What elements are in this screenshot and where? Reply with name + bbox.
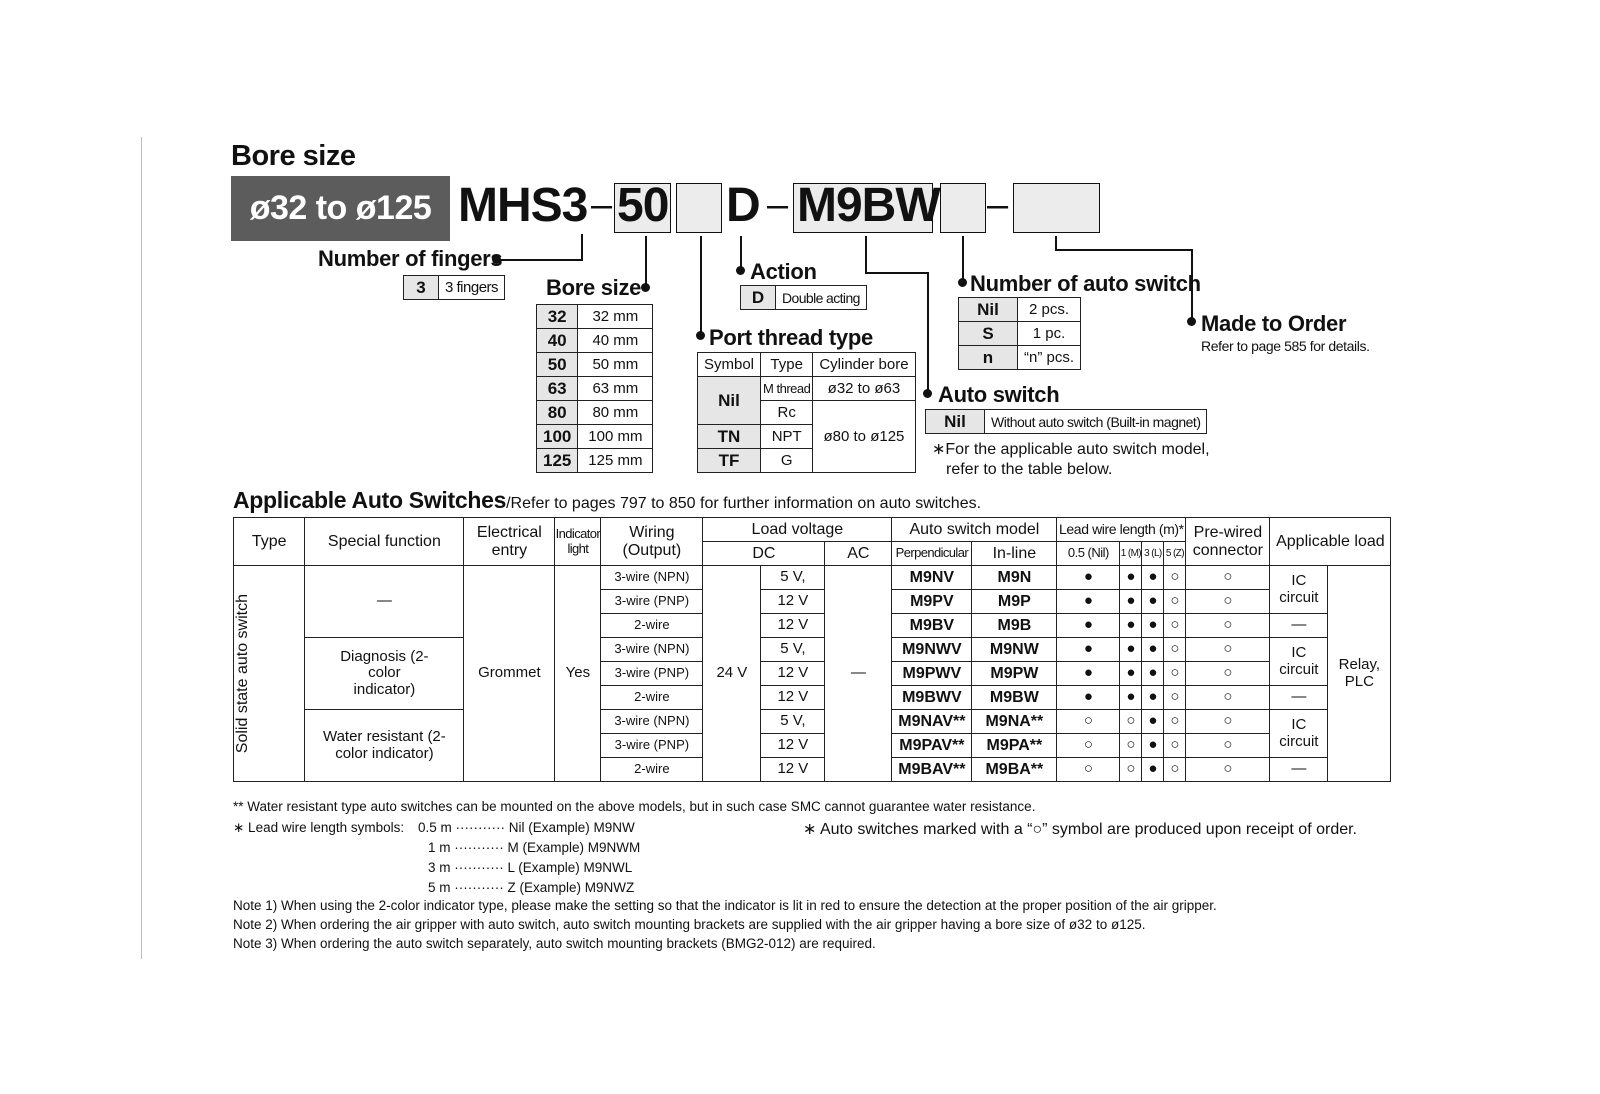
h-inline: In-line bbox=[972, 542, 1057, 566]
table-row: 63 63 mm bbox=[537, 377, 653, 401]
action-title: Action bbox=[750, 259, 817, 284]
note-lead-1: 1 m ··········· M (Example) M9NWM bbox=[428, 840, 641, 855]
page-margin-line bbox=[141, 137, 142, 959]
port-title: Port thread type bbox=[709, 325, 873, 350]
action-code-cell: D bbox=[741, 286, 776, 310]
note-water: ** Water resistant type auto switches can be mounted on the above models, but in such case SMC cannot guarantee water resistance. bbox=[233, 799, 1036, 814]
table-row: 125 125 mm bbox=[537, 449, 653, 473]
h-type: Type bbox=[234, 518, 305, 566]
auto-switch-note-1: ∗For the applicable auto switch model, bbox=[932, 441, 1210, 458]
action-code: D bbox=[726, 179, 760, 232]
table-row: 3-wire (PNP) 12 V M9PV M9P ● ● ● ○ ○ bbox=[234, 590, 1391, 614]
table-row: 3-wire (PNP) 12 V M9PWV M9PW ● ● ● ○ ○ bbox=[234, 662, 1391, 686]
table-row: 32 32 mm bbox=[537, 305, 653, 329]
fingers-title: Number of fingers bbox=[318, 246, 503, 271]
table-row: Solid state auto switch — Grommet Yes 3-wire (NPN) 24 V 5 V, — M9NV M9N ● ● ● ○ ○ IC circuit Relay, PLC bbox=[234, 566, 1391, 590]
note-lead-prefix: ∗ Lead wire length symbols: bbox=[233, 820, 405, 835]
note-2: Note 2) When ordering the air gripper with auto switch, auto switch mounting brackets are supplied with the air gripper having a bore size of ø32 to ø125. bbox=[233, 917, 1146, 932]
bore-range-badge: ø32 to ø125 bbox=[231, 176, 450, 241]
action-table bbox=[740, 285, 867, 310]
note-marked: ∗ Auto switches marked with a “○” symbol are produced upon receipt of order. bbox=[803, 821, 1357, 838]
indicator-cell: Yes bbox=[555, 566, 601, 782]
table-row: n “n” pcs. bbox=[959, 346, 1081, 370]
fingers-code: 3 bbox=[404, 276, 439, 300]
ac-voltage: — bbox=[825, 566, 892, 782]
applicable-subtitle: /Refer to pages 797 to 850 for further information on auto switches. bbox=[506, 495, 982, 512]
port-table: Symbol Type Cylinder bore Nil M thread ø32 to ø63 Rc ø80 to ø125 TN NPT TF G bbox=[697, 352, 916, 473]
table-row: Water resistant (2-color indicator) 3-wire (NPN) 5 V, M9NAV** M9NA** ○ ○ ● ○ ○ IC circuit bbox=[234, 710, 1391, 734]
h-prewired: Pre-wired connector bbox=[1186, 518, 1270, 566]
auto-switch-table: Nil Without auto switch (Built-in magnet) bbox=[925, 409, 1207, 434]
special-none: — bbox=[305, 566, 464, 638]
table-row: 50 50 mm bbox=[537, 353, 653, 377]
blank-box-fingers bbox=[676, 183, 722, 233]
table-row: 2-wire 12 V M9BAV** M9BA** ○ ○ ● ○ ○ — bbox=[234, 758, 1391, 782]
h-ac: AC bbox=[825, 542, 892, 566]
h-1: 1 (M) bbox=[1120, 542, 1142, 566]
table-row: 40 40 mm bbox=[537, 329, 653, 353]
h-wiring: Wiring (Output) bbox=[601, 518, 703, 566]
h-entry: Electrical entry bbox=[464, 518, 555, 566]
note-3: Note 3) When ordering the auto switch separately, auto switch mounting brackets (BMG2-012) are required. bbox=[233, 936, 876, 951]
h-05: 0.5 (Nil) bbox=[1057, 542, 1120, 566]
dc-voltage: 24 V bbox=[703, 566, 761, 782]
code-dash: – bbox=[591, 184, 613, 226]
bore-title: Bore size bbox=[546, 275, 642, 300]
code-dash: – bbox=[767, 184, 789, 226]
entry-cell: Grommet bbox=[464, 566, 555, 782]
table-row: 2-wire 12 V M9BV M9B ● ● ● ○ ○ — bbox=[234, 614, 1391, 638]
auto-switch-spec-table bbox=[233, 517, 1391, 782]
h-perp: Perpendicular bbox=[892, 542, 972, 566]
table-row: 2-wire 12 V M9BWV M9BW ● ● ● ○ ○ — bbox=[234, 686, 1391, 710]
applicable-heading bbox=[233, 487, 981, 514]
auto-switch-title: Auto switch bbox=[938, 382, 1060, 407]
table-row: Diagnosis (2-color indicator) 3-wire (NPN) 5 V, M9NWV M9NW ● ● ● ○ ○ IC circuit bbox=[234, 638, 1391, 662]
blank-box-num-switch bbox=[940, 183, 986, 233]
num-switch-table bbox=[958, 297, 1081, 370]
h-indicator: Indicator light bbox=[555, 518, 601, 566]
table-row: 80 80 mm bbox=[537, 401, 653, 425]
applicable-title: Applicable Auto Switches bbox=[233, 487, 507, 513]
note-1: Note 1) When using the 2-color indicator type, please make the setting so that the indicator is lit in red to ensure the detection at the proper position of the air gripper. bbox=[233, 898, 1217, 913]
h-5: 5 (Z) bbox=[1164, 542, 1186, 566]
made-to-order-note: Refer to page 585 for details. bbox=[1201, 338, 1370, 354]
bore-table bbox=[536, 304, 653, 473]
h-load: Applicable load bbox=[1270, 518, 1391, 566]
note-lead-0: 0.5 m ··········· Nil (Example) M9NW bbox=[418, 820, 635, 835]
special-diag: Diagnosis (2-color indicator) bbox=[305, 638, 464, 710]
made-to-order-title: Made to Order bbox=[1201, 311, 1347, 336]
table-row: S 1 pc. bbox=[959, 322, 1081, 346]
fingers-desc: 3 fingers bbox=[439, 276, 505, 300]
bore-size-heading: Bore size bbox=[231, 140, 356, 172]
table-row: 100 100 mm bbox=[537, 425, 653, 449]
note-lead-2: 3 m ··········· L (Example) M9NWL bbox=[428, 860, 633, 875]
action-desc: Double acting bbox=[776, 286, 867, 310]
code-dash: – bbox=[987, 184, 1009, 226]
blank-box-made-to-order bbox=[1013, 183, 1100, 233]
switch-code: M9BW bbox=[797, 179, 940, 232]
bore-code: 50 bbox=[617, 179, 669, 232]
h-lead: Lead wire length (m)* bbox=[1057, 518, 1186, 542]
h-voltage: Load voltage bbox=[703, 518, 892, 542]
fingers-table bbox=[403, 275, 505, 300]
relay-cell: Relay, PLC bbox=[1328, 566, 1391, 782]
model-code: MHS3 bbox=[458, 179, 588, 232]
special-water: Water resistant (2-color indicator) bbox=[305, 710, 464, 782]
table-row: 3-wire (PNP) 12 V M9PAV** M9PA** ○ ○ ● ○ ○ bbox=[234, 734, 1391, 758]
h-special: Special function bbox=[305, 518, 464, 566]
num-switch-title: Number of auto switch bbox=[970, 271, 1201, 296]
table-row: Nil 2 pcs. bbox=[959, 298, 1081, 322]
h-dc: DC bbox=[703, 542, 825, 566]
type-cell: Solid state auto switch bbox=[234, 566, 305, 782]
h-3: 3 (L) bbox=[1142, 542, 1164, 566]
note-lead-3: 5 m ··········· Z (Example) M9NWZ bbox=[428, 880, 635, 895]
h-model: Auto switch model bbox=[892, 518, 1057, 542]
auto-switch-note-2: refer to the table below. bbox=[946, 461, 1113, 478]
